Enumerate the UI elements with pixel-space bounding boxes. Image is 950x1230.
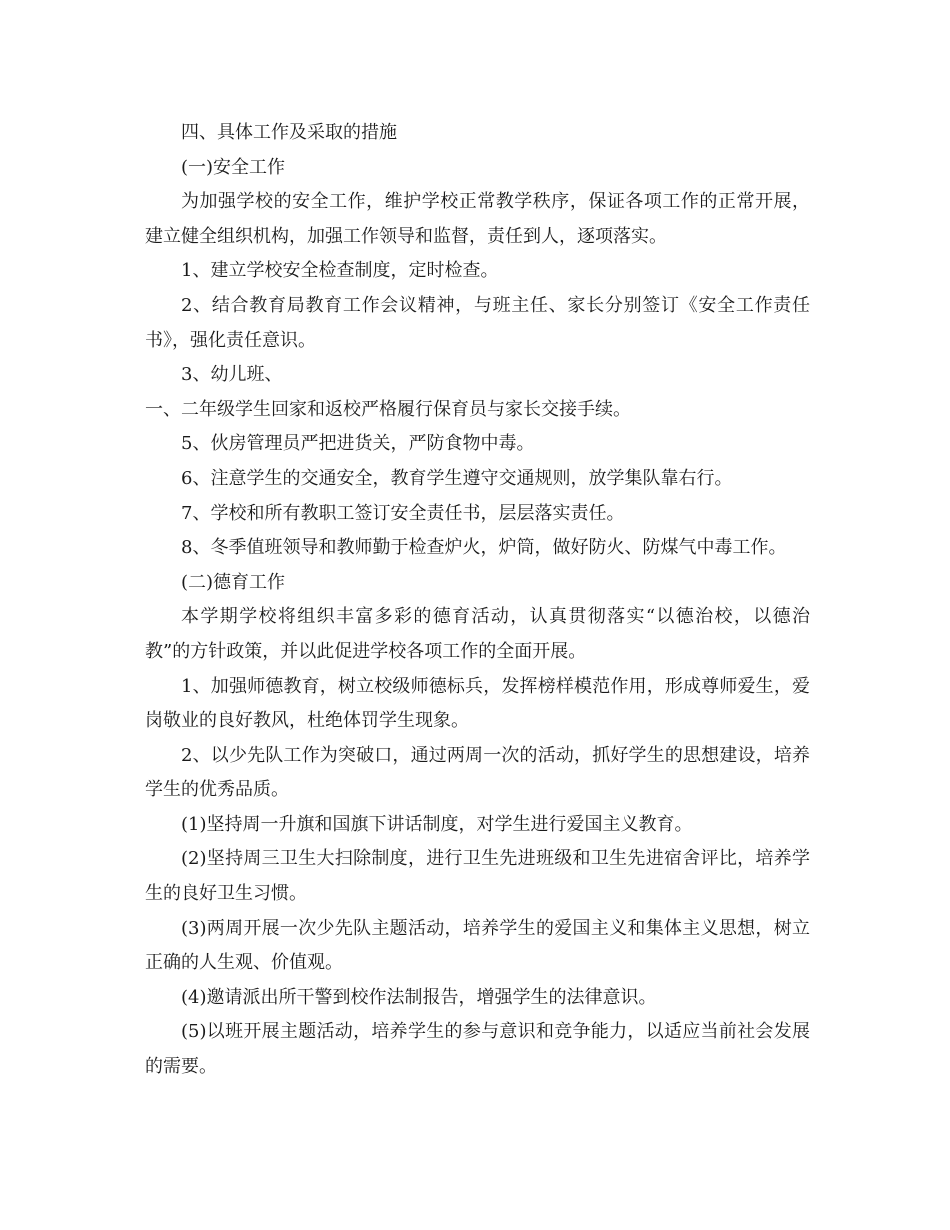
subsection-heading-moral: (二)德育工作 [181,571,286,593]
paragraph: 本学期学校将组织丰富多彩的德育活动，认真贯彻落实“以德治校，以德治教”的方针政策，并以此促进学校各项工作的全面开展。 [145,606,810,662]
list-item: 6、注意学生的交通安全，教育学生遵守交通规则，放学集队靠右行。 [181,467,733,489]
paragraph: 为加强学校的安全工作，维护学校正常教学秩序，保证各项工作的正常开展，建立健全组织机构，加强工作领导和监督，责任到人，逐项落实。 [145,191,810,247]
sub-list-item: (3)两周开展一次少先队主题活动，培养学生的爱国主义和集体主义思想，树立正确的人生观、价值观。 [145,917,810,974]
list-item-continuation: 一、二年级学生回家和返校严格履行保育员与家长交接手续。 [145,398,631,420]
list-item: 8、冬季值班领导和教师勤于检查炉火，炉筒，做好防火、防煤气中毒工作。 [181,537,787,559]
list-item: 1、加强师德教育，树立校级师德标兵，发挥榜样模范作用，形成尊师爱生，爱岗敬业的良好教风，杜绝体罚学生现象。 [145,675,810,732]
list-item: 2、以少先队工作为突破口，通过两周一次的活动，抓好学生的思想建设，培养学生的优秀品质。 [145,744,810,801]
list-item: 2、结合教育局教育工作会议精神，与班主任、家长分别签订《安全工作责任书》，强化责任意识。 [145,294,810,351]
list-item: 5、伙房管理员严把进货关，严防食物中毒。 [181,433,535,455]
sub-list-item: (2)坚持周三卫生大扫除制度，进行卫生先进班级和卫生先进宿舍评比，培养学生的良好卫生习惯。 [145,848,810,905]
section-heading: 四、具体工作及采取的措施 [181,122,397,143]
list-item: 3、幼儿班、 [181,364,283,386]
subsection-heading-safety: (一)安全工作 [181,156,286,178]
list-item: 1、建立学校安全检查制度，定时检查。 [181,260,499,282]
document-body [145,116,810,1085]
sub-list-item: (5)以班开展主题活动，培养学生的参与意识和竞争能力，以适应当前社会发展的需要。 [145,1021,810,1078]
sub-list-item: (4)邀请派出所干警到校作法制报告，增强学生的法律意识。 [181,986,657,1008]
sub-list-item: (1)坚持周一升旗和国旗下讲话制度，对学生进行爱国主义教育。 [181,813,693,835]
list-item: 7、学校和所有教职工签订安全责任书，层层落实责任。 [181,502,625,524]
